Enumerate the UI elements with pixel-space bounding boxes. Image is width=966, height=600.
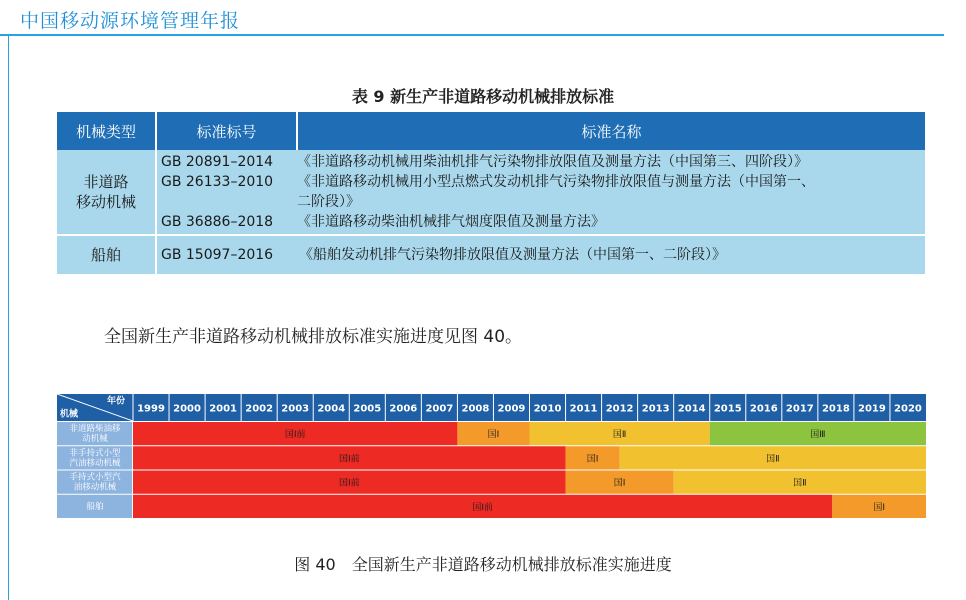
year-tick-label: 2008	[461, 403, 490, 415]
emission-standards-table	[57, 112, 925, 274]
type-line: 移动机械	[75, 193, 136, 211]
machinery-type-cell	[57, 150, 156, 235]
segment-label: 国Ⅱ	[793, 478, 807, 489]
year-tick-label: 2010	[533, 403, 562, 415]
standard-code: GB 26133–2010	[161, 174, 274, 190]
year-tick-label: 2004	[317, 403, 346, 415]
segment-label: 国Ⅰ前	[284, 430, 306, 441]
year-tick-label: 2005	[353, 403, 382, 415]
year-tick-label: 2014	[677, 403, 706, 415]
standard-code: GB 36886–2018	[161, 214, 274, 230]
segment-label: 国Ⅰ	[873, 502, 885, 513]
standard-name-cell: 《船舶发动机排气污染物排放限值及测量方法（中国第一、二阶段）》	[297, 235, 925, 274]
year-tick-label: 2006	[389, 403, 418, 415]
year-tick-label: 2007	[425, 403, 454, 415]
standard-code: GB 20891–2014	[161, 154, 274, 170]
table-row	[57, 235, 925, 274]
year-tick-label: 2013	[641, 403, 670, 415]
year-tick-label: 2017	[785, 403, 814, 415]
segment-label: 国Ⅰ	[613, 478, 626, 489]
row-label-text: 非道路柴油移	[69, 424, 121, 435]
year-tick-label: 2019	[858, 403, 886, 415]
segment-label: 国Ⅰ前	[472, 502, 493, 513]
standard-name-cell	[297, 150, 925, 235]
standard-code-cell	[156, 150, 297, 235]
year-tick-label: 2001	[209, 403, 238, 415]
year-tick-label: 2011	[569, 403, 598, 415]
segment-label: 国Ⅰ	[586, 454, 599, 465]
row-label-text: 手持式小型汽	[69, 472, 121, 483]
column-header-code: 标准标号	[156, 112, 297, 150]
standard-name: 《非道路移动机械用小型点燃式发动机排气污染物排放限值与测量方法（中国第一、	[297, 174, 815, 190]
standard-name: 《非道路移动机械用柴油机排气污染物排放限值及测量方法（中国第三、四阶段）》	[297, 154, 808, 170]
corner-label-year: 年份	[106, 396, 125, 407]
segment-label: 国Ⅱ	[766, 454, 780, 465]
column-header-name: 标准名称	[297, 112, 925, 150]
row-label-text: 船舶	[86, 501, 104, 512]
figure-caption: 图 40 全国新生产非道路移动机械排放标准实施进度	[294, 555, 672, 574]
implementation-timeline-chart	[57, 394, 926, 518]
year-tick-label: 2018	[821, 403, 850, 415]
year-tick-label: 2003	[281, 403, 310, 415]
type-line: 非道路	[83, 173, 129, 191]
segment-label: 国Ⅱ	[612, 430, 627, 441]
year-tick-label: 1999	[137, 403, 165, 415]
header-rule	[0, 34, 944, 36]
year-tick-label: 2009	[497, 403, 526, 415]
column-header-type: 机械类型	[57, 112, 156, 150]
year-tick-label: 2002	[245, 403, 274, 415]
left-margin-rule	[8, 36, 9, 600]
row-label-text: 油移动机械	[73, 482, 117, 493]
segment-label: 国Ⅰ	[487, 430, 500, 441]
standard-code-cell: GB 15097–2016	[156, 235, 297, 274]
year-tick-label: 2020	[894, 403, 922, 415]
segment-label: 国Ⅲ	[810, 430, 826, 441]
year-tick-label: 2012	[605, 403, 634, 415]
page-header-title: 中国移动源环境管理年报	[20, 10, 241, 32]
segment-label: 国Ⅰ前	[338, 478, 360, 489]
segment-label: 国Ⅰ前	[338, 454, 360, 465]
corner-label-machinery: 机械	[60, 409, 79, 420]
year-tick-label: 2000	[173, 403, 201, 415]
row-label-text: 非手持式小型	[69, 448, 121, 459]
standard-name: 《非道路移动柴油机械排气烟度限值及测量方法》	[297, 214, 605, 230]
row-label-text: 汽油移动机械	[69, 458, 121, 469]
table-caption: 表 9 新生产非道路移动机械排放标准	[351, 87, 615, 106]
body-paragraph: 全国新生产非道路移动机械排放标准实施进度见图 40。	[104, 327, 523, 347]
standard-name: 二阶段）》	[297, 194, 360, 210]
year-tick-label: 2015	[713, 403, 742, 415]
row-label-text: 动机械	[82, 434, 108, 445]
machinery-type-cell: 船舶	[57, 235, 156, 274]
year-tick-label: 2016	[749, 403, 778, 415]
table-row	[57, 150, 925, 235]
